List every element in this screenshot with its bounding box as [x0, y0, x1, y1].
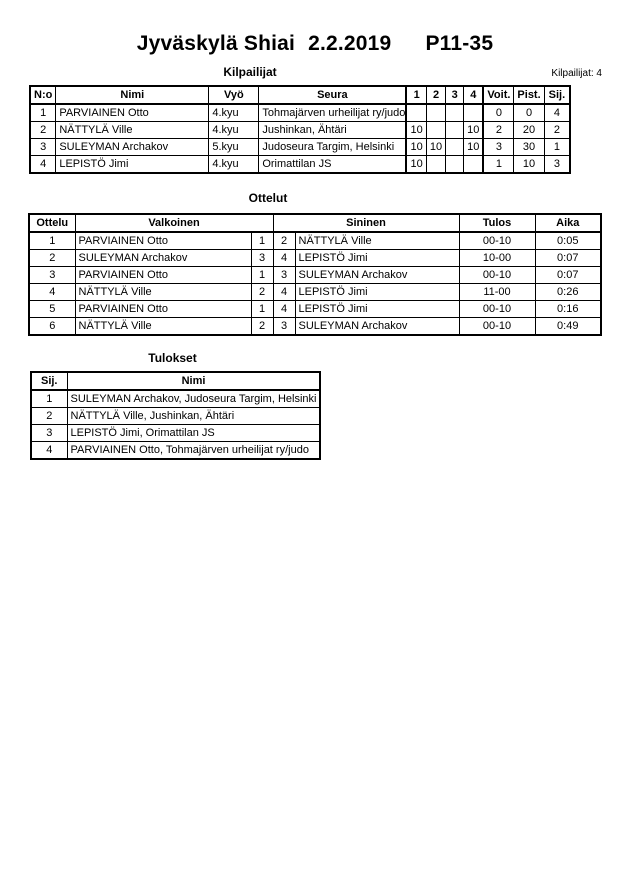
- cell-voit: 3: [483, 139, 514, 156]
- cell-name-club: NÄTTYLÄ Ville, Jushinkan, Ähtäri: [67, 408, 320, 425]
- cell-m1: 10: [406, 122, 426, 139]
- cell-white-num: 2: [251, 318, 273, 336]
- cell-result: 00-10: [459, 318, 535, 336]
- table-row: [29, 232, 601, 250]
- table-row: [31, 442, 320, 460]
- cell-blue-name: LEPISTÖ Jimi: [295, 284, 459, 301]
- cell-result: 11-00: [459, 284, 535, 301]
- cell-pist: 20: [514, 122, 544, 139]
- cell-blue-num: 3: [273, 318, 295, 336]
- final-results-table: [30, 371, 321, 460]
- cell-name-club: SULEYMAN Archakov, Judoseura Targim, Helsinki: [67, 390, 320, 408]
- cell-m1: 10: [406, 156, 426, 174]
- table-row: [31, 425, 320, 442]
- cell-name-club: LEPISTÖ Jimi, Orimattilan JS: [67, 425, 320, 442]
- cell-seura: Judoseura Targim, Helsinki: [259, 139, 407, 156]
- cell-match-no: 2: [29, 250, 75, 267]
- table-row: [29, 284, 601, 301]
- cell-white-name: PARVIAINEN Otto: [75, 232, 251, 250]
- cell-rank: 3: [31, 425, 67, 442]
- competitors-count: Kilpailijat: 4: [551, 68, 602, 79]
- cell-sij: 3: [544, 156, 570, 174]
- cell-match-no: 5: [29, 301, 75, 318]
- cell-time: 0:05: [535, 232, 601, 250]
- cell-vyo: 5.kyu: [209, 139, 259, 156]
- cell-time: 0:07: [535, 250, 601, 267]
- col-header-tulos: Tulos: [459, 214, 535, 232]
- cell-blue-num: 3: [273, 267, 295, 284]
- table-row: [29, 318, 601, 336]
- cell-m2: [426, 156, 445, 174]
- cell-match-no: 3: [29, 267, 75, 284]
- cell-rank: 2: [31, 408, 67, 425]
- cell-white-num: 2: [251, 284, 273, 301]
- cell-blue-name: LEPISTÖ Jimi: [295, 301, 459, 318]
- cell-result: 00-10: [459, 232, 535, 250]
- cell-rank: 4: [31, 442, 67, 460]
- cell-voit: 1: [483, 156, 514, 174]
- cell-sij: 4: [544, 104, 570, 122]
- cell-result: 00-10: [459, 267, 535, 284]
- cell-name-club: PARVIAINEN Otto, Tohmajärven urheilijat ry/judo: [67, 442, 320, 460]
- cell-m2: 10: [426, 139, 445, 156]
- cell-seura: Tohmajärven urheilijat ry/judo: [259, 104, 407, 122]
- col-header-aika: Aika: [535, 214, 601, 232]
- col-header-ottelu: Ottelu: [29, 214, 75, 232]
- cell-pist: 10: [514, 156, 544, 174]
- cell-blue-name: SULEYMAN Archakov: [295, 318, 459, 336]
- table-header-row: [30, 86, 570, 104]
- table-row: [31, 390, 320, 408]
- cell-voit: 0: [483, 104, 514, 122]
- cell-white-num: 1: [251, 301, 273, 318]
- cell-blue-num: 4: [273, 284, 295, 301]
- cell-white-name: PARVIAINEN Otto: [75, 301, 251, 318]
- table-row: [30, 122, 570, 139]
- cell-m3: [446, 139, 464, 156]
- col-header-nimi: Nimi: [67, 372, 320, 390]
- col-header-4: 4: [464, 86, 484, 104]
- cell-white-name: NÄTTYLÄ Ville: [75, 318, 251, 336]
- cell-nimi: PARVIAINEN Otto: [56, 104, 209, 122]
- cell-pist: 30: [514, 139, 544, 156]
- col-header-3: 3: [446, 86, 464, 104]
- table-row: [30, 156, 570, 174]
- cell-m4: [464, 156, 484, 174]
- cell-sij: 2: [544, 122, 570, 139]
- cell-m2: [426, 122, 445, 139]
- cell-nimi: SULEYMAN Archakov: [56, 139, 209, 156]
- col-header-no: N:o: [30, 86, 56, 104]
- cell-result: 00-10: [459, 301, 535, 318]
- cell-match-no: 1: [29, 232, 75, 250]
- col-header-2: 2: [426, 86, 445, 104]
- cell-white-num: 3: [251, 250, 273, 267]
- cell-result: 10-00: [459, 250, 535, 267]
- col-header-seura: Seura: [259, 86, 407, 104]
- table-row: [29, 267, 601, 284]
- cell-white-name: SULEYMAN Archakov: [75, 250, 251, 267]
- cell-nimi: NÄTTYLÄ Ville: [56, 122, 209, 139]
- cell-m3: [446, 156, 464, 174]
- cell-white-name: PARVIAINEN Otto: [75, 267, 251, 284]
- cell-seura: Orimattilan JS: [259, 156, 407, 174]
- cell-time: 0:16: [535, 301, 601, 318]
- cell-nimi: LEPISTÖ Jimi: [56, 156, 209, 174]
- page-title: [0, 0, 630, 56]
- cell-blue-num: 2: [273, 232, 295, 250]
- cell-m1: 10: [406, 139, 426, 156]
- section-title-tulokset: Tulokset: [148, 351, 197, 365]
- cell-no: 2: [30, 122, 56, 139]
- cell-white-name: NÄTTYLÄ Ville: [75, 284, 251, 301]
- cell-blue-name: SULEYMAN Archakov: [295, 267, 459, 284]
- table-row: [30, 139, 570, 156]
- event-date: 2.2.2019: [308, 32, 392, 55]
- cell-blue-name: LEPISTÖ Jimi: [295, 250, 459, 267]
- table-row: [31, 408, 320, 425]
- section-title-kilpailijat: Kilpailijat: [223, 65, 277, 79]
- cell-match-no: 6: [29, 318, 75, 336]
- cell-m3: [446, 104, 464, 122]
- cell-blue-num: 4: [273, 250, 295, 267]
- table-header-row: [29, 214, 601, 232]
- cell-no: 1: [30, 104, 56, 122]
- cell-white-num: 1: [251, 232, 273, 250]
- col-header-1: 1: [406, 86, 426, 104]
- cell-seura: Jushinkan, Ähtäri: [259, 122, 407, 139]
- event-name: Jyväskylä Shiai: [136, 32, 296, 55]
- cell-m4: [464, 104, 484, 122]
- cell-m3: [446, 122, 464, 139]
- cell-time: 0:07: [535, 267, 601, 284]
- cell-white-num: 1: [251, 267, 273, 284]
- table-header-row: [31, 372, 320, 390]
- competitors-table: [29, 85, 571, 174]
- col-header-vyo: Vyö: [209, 86, 259, 104]
- cell-vyo: 4.kyu: [209, 122, 259, 139]
- section-title-ottelut: Ottelut: [248, 191, 288, 205]
- cell-rank: 1: [31, 390, 67, 408]
- cell-time: 0:49: [535, 318, 601, 336]
- col-header-voit: Voit.: [483, 86, 514, 104]
- cell-vyo: 4.kyu: [209, 156, 259, 174]
- cell-time: 0:26: [535, 284, 601, 301]
- col-header-valkoinen: Valkoinen: [75, 214, 273, 232]
- col-header-pist: Pist.: [514, 86, 544, 104]
- cell-vyo: 4.kyu: [209, 104, 259, 122]
- matches-table: [28, 213, 602, 336]
- col-header-sininen: Sininen: [273, 214, 459, 232]
- cell-no: 4: [30, 156, 56, 174]
- cell-m4: 10: [464, 122, 484, 139]
- col-header-sij: Sij.: [31, 372, 67, 390]
- col-header-sij: Sij.: [544, 86, 570, 104]
- col-header-nimi: Nimi: [56, 86, 209, 104]
- cell-sij: 1: [544, 139, 570, 156]
- cell-m4: 10: [464, 139, 484, 156]
- cell-voit: 2: [483, 122, 514, 139]
- table-row: [30, 104, 570, 122]
- cell-m1: [406, 104, 426, 122]
- cell-no: 3: [30, 139, 56, 156]
- table-row: [29, 301, 601, 318]
- cell-blue-name: NÄTTYLÄ Ville: [295, 232, 459, 250]
- category-code: P11-35: [425, 32, 494, 55]
- cell-match-no: 4: [29, 284, 75, 301]
- table-row: [29, 250, 601, 267]
- cell-blue-num: 4: [273, 301, 295, 318]
- cell-pist: 0: [514, 104, 544, 122]
- cell-m2: [426, 104, 445, 122]
